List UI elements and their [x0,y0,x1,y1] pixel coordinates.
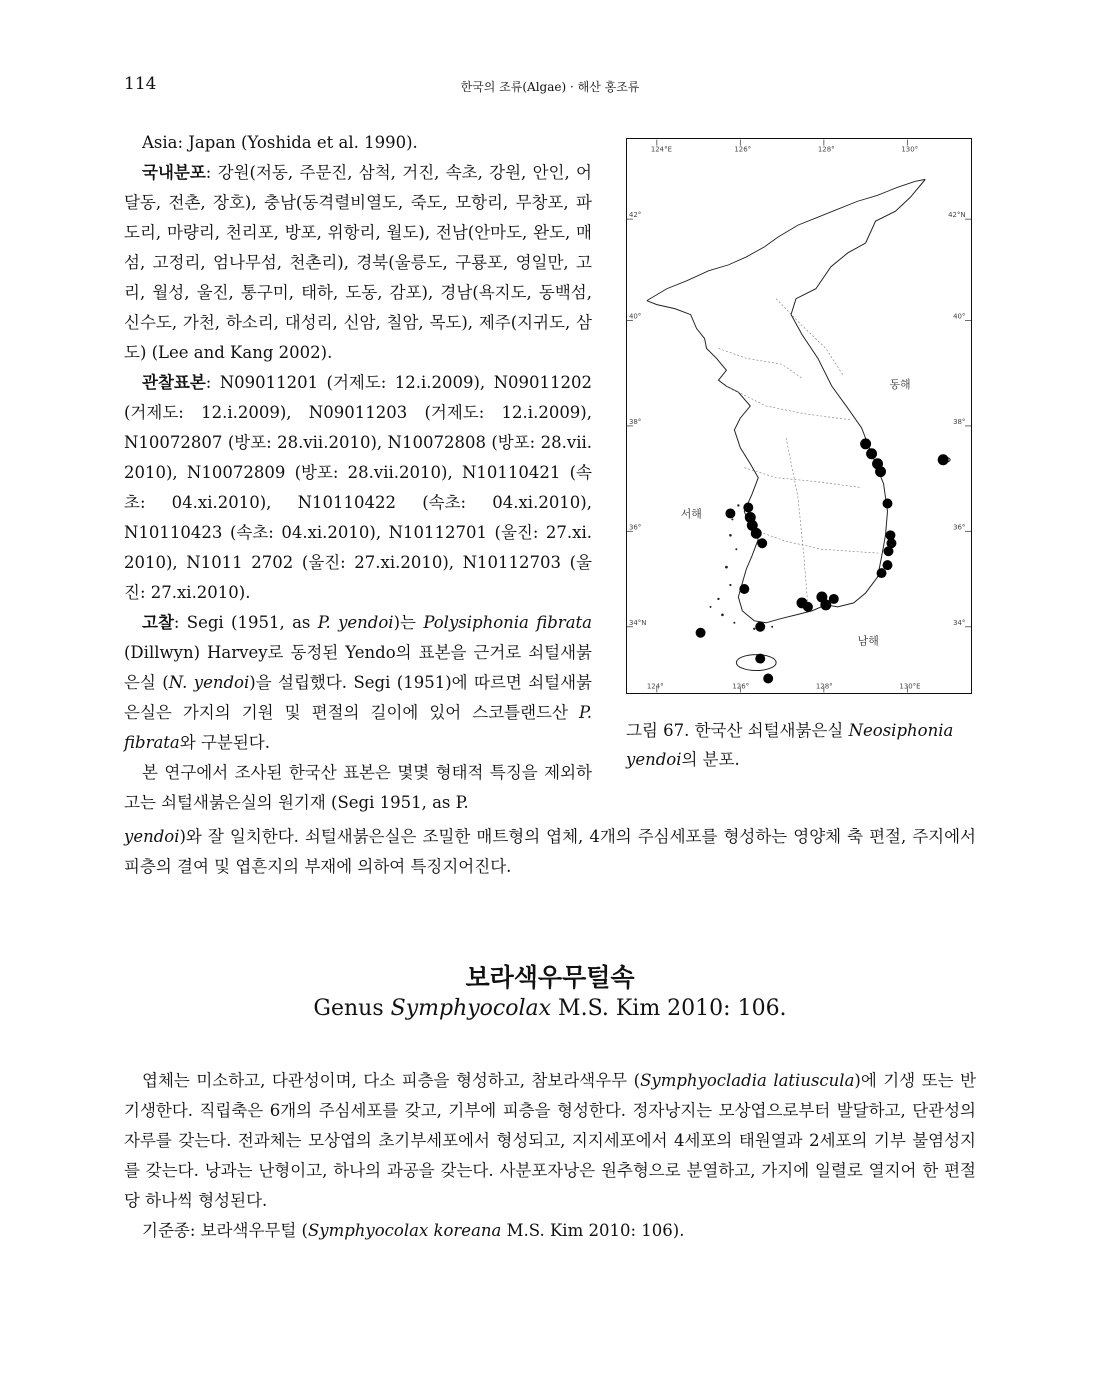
point-east-5 [883,499,893,509]
point-south-1 [739,584,749,594]
tick-right-0: 42°N [948,211,966,220]
peninsula-outline [647,179,925,622]
species-name: yendoi [124,827,180,846]
page-number: 114 [124,74,157,94]
point-west-2 [743,502,753,512]
tick-top-3: 130° [901,145,919,154]
discussion-text: )는 [393,613,424,632]
genus-description [124,1066,976,1246]
species-name: Polysiphonia fibrata [423,613,592,632]
tick-right-4: 34° [953,618,966,627]
paragraph-comparison: 본 연구에서 조사된 한국산 표본은 몇몇 형태적 특징을 제외하고는 쇠털새붉은실의 원기재 (Segi 1951, as P. [124,763,592,812]
point-east-8 [884,546,894,556]
genus-title: 보라색우무털속 [465,963,635,992]
provincial-boundaries [718,299,879,607]
species-name: P. yendoi [317,613,394,632]
subtitle-text: M.S. Kim 2010: 106. [551,996,787,1021]
specimens-label: 관찰표본 [142,373,206,392]
sea-label-west: 서해 [680,507,702,521]
point-east-2 [866,448,877,459]
tick-left-1: 40° [628,312,642,321]
distribution-label: 국내분포 [142,163,206,182]
paragraph-discussion [124,608,592,758]
running-head: 한국의 조류(Algae) · 해산 홍조류 [460,80,640,94]
distribution-map [626,138,972,694]
type-species-name: Symphyocolax koreana [307,1221,502,1240]
description-text: )에 기생 또는 반기생한다. 직립축은 6개의 주심세포를 갖고, 기부에 피층을 형성한다. 정자낭지는 모상엽으로부터 발달하고, 단관성의 자루를 갖는다. 전과체는 모상엽의 초기부세포에서 형성되고, 지지세포에서 4세포의 태원열과 2세포의 기부 불염성지를 갖는다. 낭과는 난형이고, 하나의 과공을 갖는다. 사분포자낭은 원추형으로 분열하고, 가지에 일렬로 열지어 한 편절당 하나씩 형성된다. [124,1071,977,1210]
left-column-text [124,128,592,818]
subtitle-text: Genus [313,996,391,1021]
tick-right-1: 40° [953,312,966,321]
paragraph-comparison-cont [124,822,976,882]
sea-label-south: 남해 [857,634,879,648]
point-east-9 [883,560,893,570]
west-coast-islands [710,504,774,630]
point-west-6 [757,538,767,548]
point-west-5 [751,528,762,539]
tick-left-3: 36° [628,523,642,532]
paragraph-asia: Asia: Japan (Yoshida et al. 1990). [142,133,418,152]
description-text: 엽체는 미소하고, 다관성이며, 다소 피층을 형성하고, 참보라색우무 ( [142,1071,641,1090]
korea-map-svg [627,139,971,693]
point-jeju-1 [755,654,765,664]
tick-left-4: 34°N [628,618,647,627]
type-species-text: 기준종: 보라색우무털 ( [142,1221,308,1240]
tick-bottom-1: 126° [732,682,750,691]
point-south-7 [829,594,839,604]
species-name: N. yendoi [168,673,250,692]
discussion-text: : Segi (1951, as [173,613,318,632]
point-east-10 [877,568,887,578]
type-species-text: M.S. Kim 2010: 106). [501,1221,685,1240]
comparison-text: )와 잘 일치한다. 쇠털새붉은실은 조밀한 매트형의 엽체, 4개의 주심세포를 형성하는 영양체 축 편절, 주지에서 피층의 결여 및 엽흔지의 부재에 의하여 특징지어진다. [124,827,976,876]
paragraph-distribution [124,158,592,368]
point-west-1 [725,508,735,518]
tick-bottom-0: 124° [646,682,664,691]
tick-right-2: 38° [953,417,966,426]
point-south-8 [696,628,706,638]
point-south-2 [755,622,765,632]
caption-species: Neosiphonia yendoi [626,721,954,769]
point-jeju-2 [763,674,773,684]
tick-top-2: 128° [817,145,835,154]
northern-border [647,179,925,300]
specimens-text: : N09011201 (거제도: 12.i.2009), N09011202 (거제도: 12.i.2009), N09011203 (거제도: 12.i.2009), N10072807 (방포: 28.vii.2010), N10072808 (방포: 28.vii. 2010), N10072809 (방포: 28.vii.2010), N10110421 (속초: 04.xi.2010), N10110422 (속초: 04.xi.2010), N10110423 (속초: 04.xi.2010), N10112701 (울진: 27.xi. 2010), N1011 2702 (울진: 27.xi.2010), N10112703 (울진: 27.xi.2010). [124,373,592,602]
species-name: P. fibrata [124,703,592,752]
discussion-text: (Dillwyn) Harvey로 동정된 Yendo의 표본을 근거로 쇠털새붉은실 ( [124,643,592,692]
caption-text: 그림 67. 한국산 쇠털새붉은실 [626,721,849,740]
caption-text: 의 분포. [681,750,740,769]
paragraph-type-species [124,1216,976,1246]
tick-left-2: 38° [628,417,642,426]
sea-label-east: 동해 [889,378,911,392]
point-ulleung [938,454,949,465]
tick-top-0: 124°E [650,145,672,154]
tick-bottom-2: 128° [815,682,833,691]
tick-left-0: 42° [628,211,642,220]
tick-top-1: 126° [734,145,752,154]
host-species: Symphyocladia latiuscula [640,1071,855,1090]
discussion-text: 와 구분된다. [179,733,270,752]
point-east-4 [875,466,886,477]
tick-right-3: 36° [953,523,966,532]
full-width-text [124,822,976,882]
genus-subtitle [0,996,1100,1021]
paragraph-genus-description [124,1066,976,1216]
discussion-text: )을 설립했다. Segi (1951)에 따르면 쇠털새붉은실은 가지의 기원 및 편절의 길이에 있어 스코틀랜드산 [124,673,593,722]
genus-name: Symphyocolax [390,996,552,1021]
paragraph-specimens [124,368,592,608]
distribution-points [696,438,949,683]
figure-caption [626,716,976,774]
distribution-text: : 강원(저동, 주문진, 삼척, 거진, 속초, 강원, 안인, 어달동, 전촌, 장호), 충남(동격렬비열도, 죽도, 모항리, 무창포, 파도리, 마량리, 천리포, 방포, 위항리, 월도), 전남(안마도, 완도, 매섬, 고정리, 엄나무섬, 천촌리), 경북(울릉도, 구룡포, 영일만, 고리, 월성, 울진, 통구미, 태하, 도동, 감포), 경남(욕지도, 동백섬, 신수도, 가천, 하소리, 대성리, 신암, 칠암, 목도), 제주(지귀도, 삼도) (Lee and Kang 2002). [124,163,592,362]
tick-bottom-3: 130°E [899,682,921,691]
point-south-4 [803,602,813,612]
discussion-label: 고찰 [142,613,174,632]
point-east-1 [860,438,871,449]
